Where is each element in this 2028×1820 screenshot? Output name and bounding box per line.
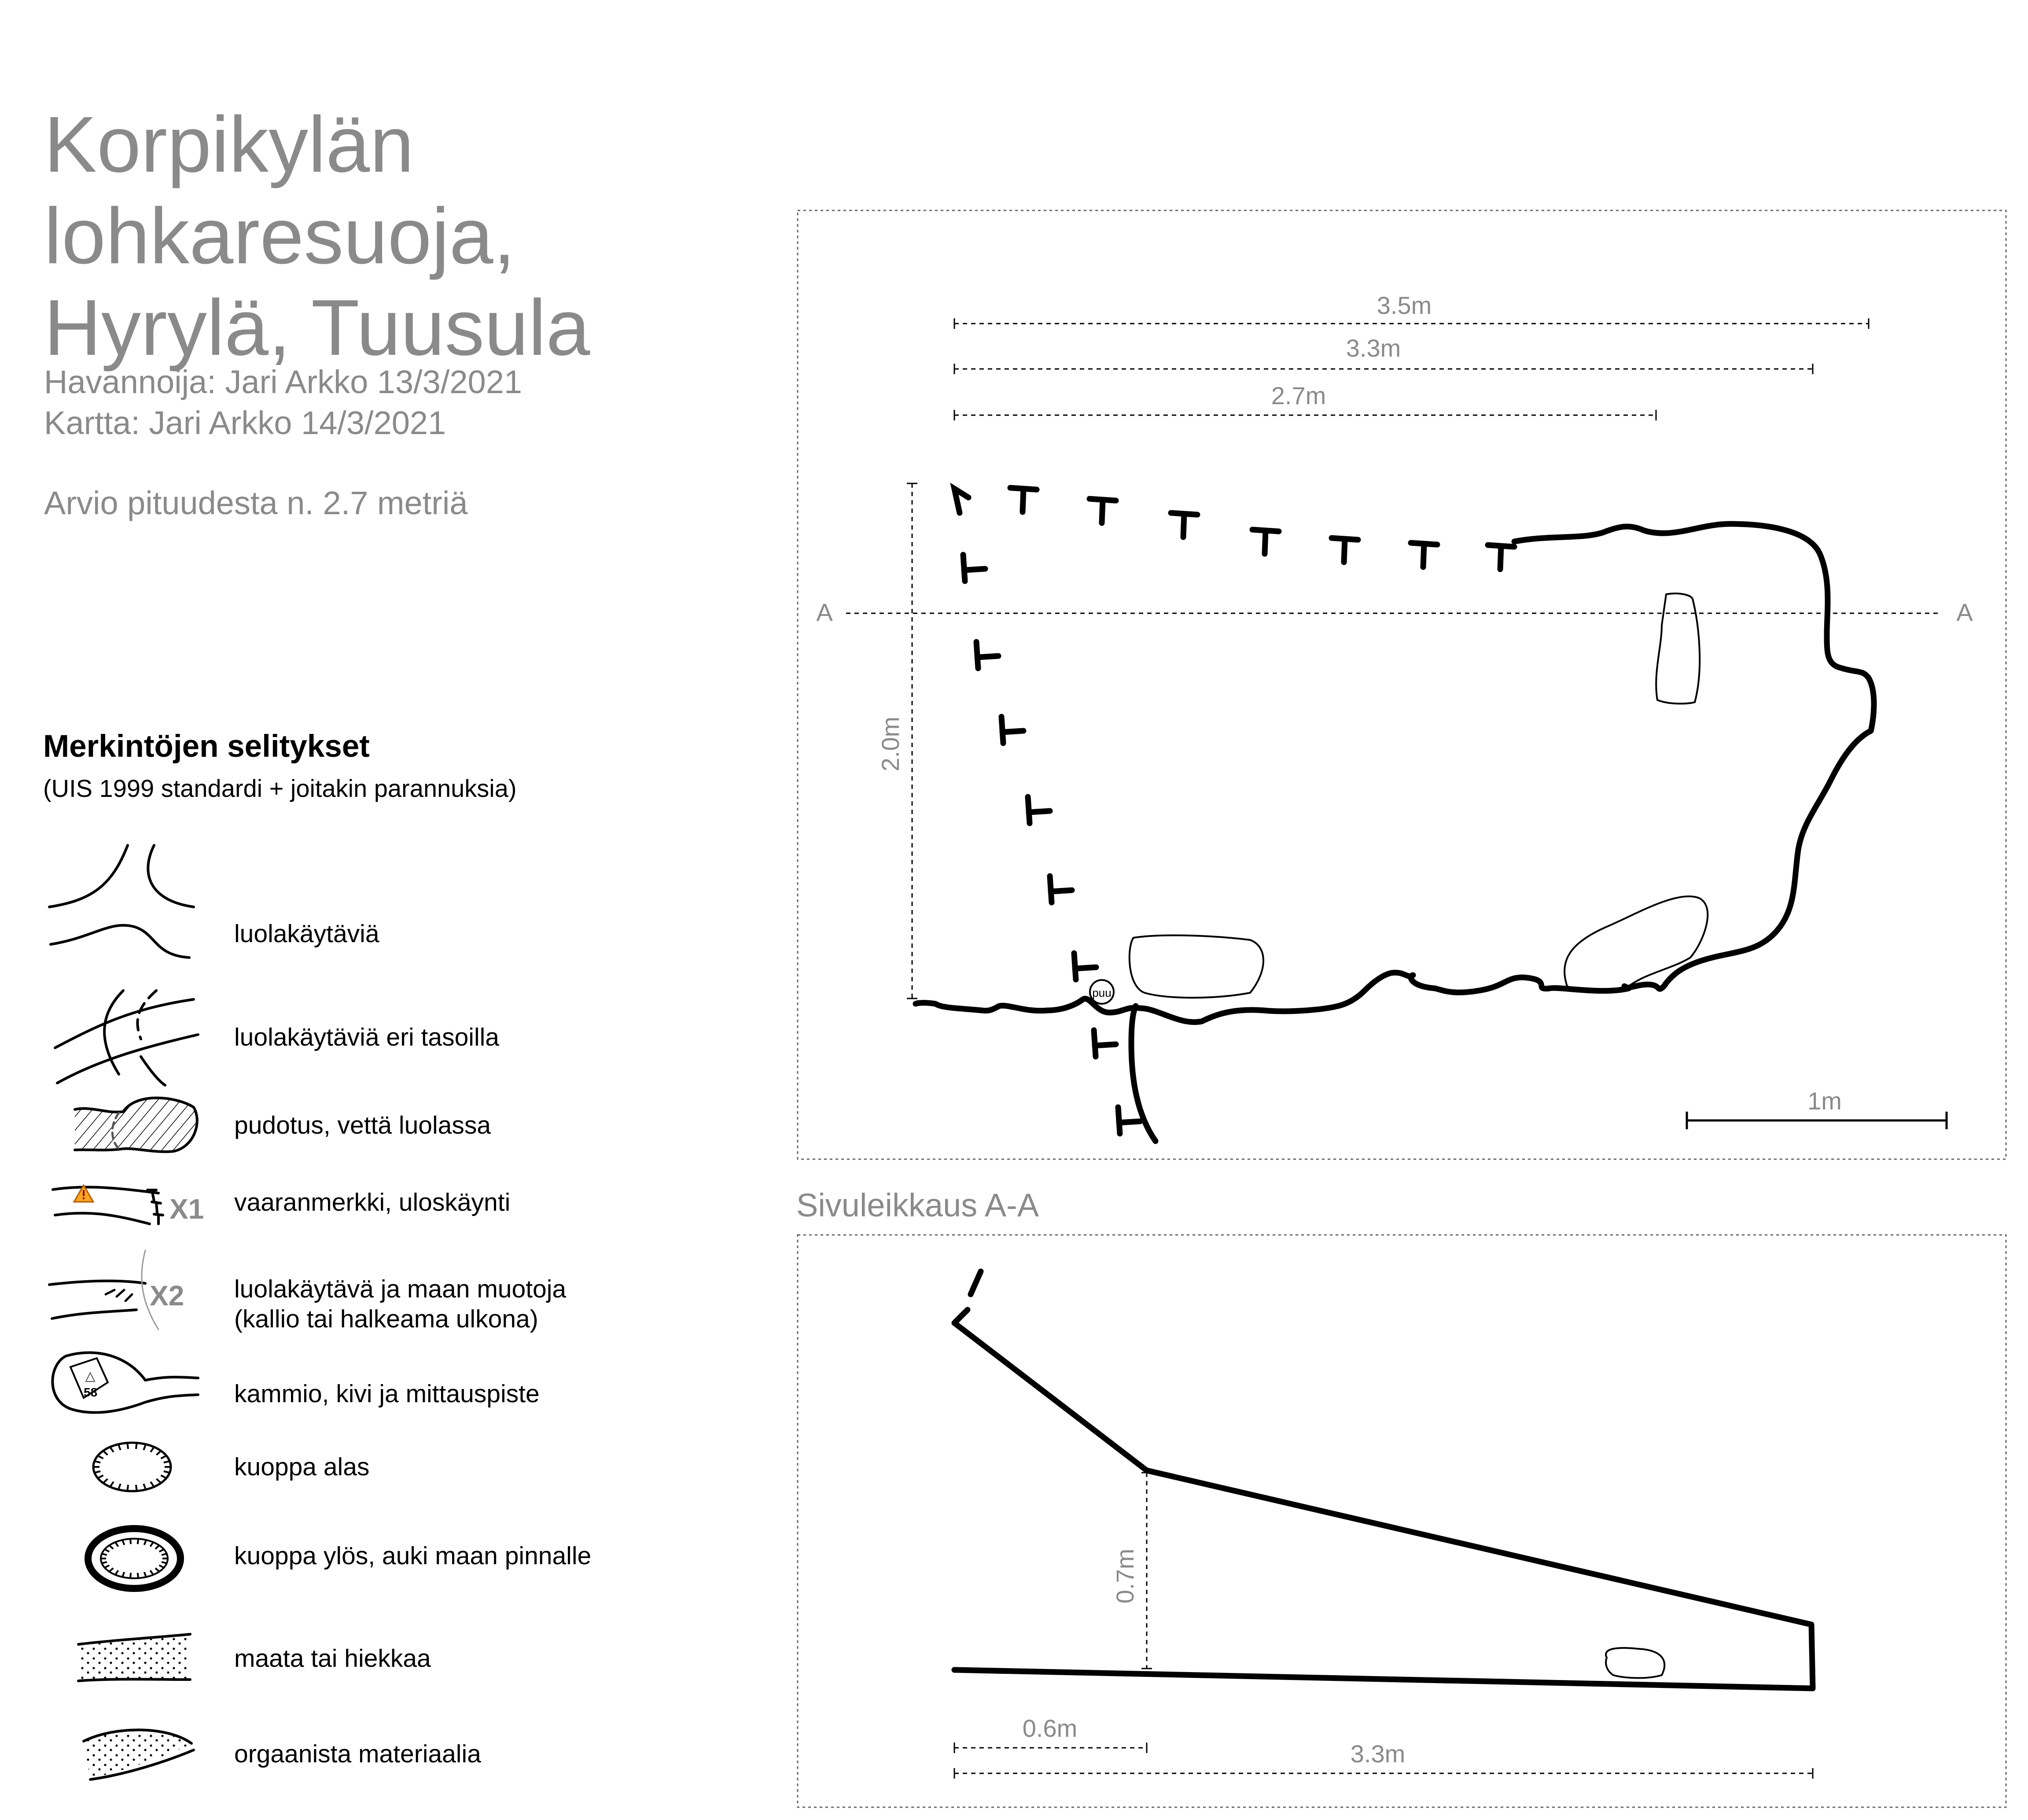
dripline-tick: [1411, 543, 1437, 567]
legend-label-soil: maata tai hiekkaa: [234, 1644, 431, 1673]
pit-tick: [150, 1570, 153, 1575]
dripline-tick: [1089, 499, 1116, 523]
pit-tick: [151, 1447, 154, 1452]
pit-tick: [136, 1485, 137, 1491]
pit-tick: [144, 1484, 146, 1489]
pit-tick: [127, 1443, 128, 1449]
pit-tick: [127, 1485, 128, 1491]
section-marker-right: A: [1956, 598, 1973, 626]
pit-tick: [122, 1572, 124, 1577]
pit-tick: [95, 1471, 101, 1473]
scale-bar: [1687, 1087, 1947, 1129]
pit-tick: [155, 1568, 159, 1572]
pit-tick: [130, 1539, 131, 1544]
legend-symbol-surface: [49, 1250, 158, 1330]
pit-tick: [110, 1482, 114, 1487]
section-profile: [954, 1271, 1813, 1688]
section-marker-left: A: [816, 598, 833, 626]
dripline-tick: [1118, 1107, 1140, 1134]
boulder-lower-right: [1564, 896, 1708, 991]
dim-label-2-7m: 2.7m: [1271, 382, 1326, 409]
dripline-tick: [1094, 1030, 1116, 1057]
legend-label-surface-line1: luolakäytävä ja maan muotoja: [234, 1275, 567, 1303]
dim-label-3-5m: 3.5m: [1377, 291, 1432, 319]
pit-tick: [110, 1447, 114, 1452]
dim-label-section-3-3m: 3.3m: [1350, 1740, 1406, 1768]
legend-symbol-soil: [78, 1634, 190, 1681]
section-dashed-top: [971, 1271, 981, 1294]
dripline-tick: [976, 642, 998, 668]
pit-tick: [122, 1540, 124, 1545]
legend-symbol-multilevel: [55, 991, 198, 1085]
legend-label-passages: luolakäytäviä: [234, 920, 379, 948]
pit-tick: [105, 1549, 110, 1552]
cave-wall-outline: [916, 524, 1874, 1022]
legend-label-chamber: kammio, kivi ja mittauspiste: [234, 1380, 540, 1408]
dripline-tick: [1488, 545, 1514, 569]
boulders: [1130, 593, 1708, 998]
scale-bar-label: 1m: [1807, 1087, 1842, 1115]
pit-tick: [136, 1443, 137, 1449]
section-dimension-ends: [954, 1473, 1813, 1779]
pit-tick: [155, 1545, 159, 1549]
dripline-tick: [1252, 530, 1279, 554]
legend-label-organic: orgaanista materiaalia: [234, 1740, 481, 1768]
pit-tick: [115, 1542, 118, 1547]
pit-tick: [156, 1479, 161, 1483]
title-line-3: Hyrylä, Tuusula: [44, 284, 590, 372]
pit-tick: [118, 1444, 121, 1450]
section-title: Sivuleikkaus A-A: [796, 1187, 1039, 1223]
pit-tick: [118, 1484, 121, 1489]
legend-symbol-passages: [49, 845, 194, 958]
legend-symbol-drop-water: [75, 1098, 197, 1152]
plan-dimension-lines: [912, 324, 1869, 998]
pit-tick: [144, 1444, 146, 1450]
pit-tick: [162, 1562, 167, 1563]
pit-tick: [98, 1455, 103, 1459]
legend-symbol-pit-up: [88, 1529, 180, 1588]
title-line-2: lohkaresuoja,: [44, 192, 515, 280]
dim-label-2-0m: 2.0m: [876, 716, 904, 772]
legend-subheading: (UIS 1999 standardi + joitakin parannuksia): [43, 774, 517, 802]
observer-line: Havannoija: Jari Arkko 13/3/2021: [44, 364, 523, 400]
section-outline: [954, 1310, 1813, 1688]
pit-tick: [144, 1540, 146, 1545]
legend-symbol-organic: [84, 1730, 194, 1779]
legend-mark-x1: X1: [169, 1193, 204, 1225]
pit-tick: [103, 1451, 107, 1455]
legend-label-surface-line2: (kallio tai halkeama ulkona): [234, 1305, 538, 1333]
dripline-tick: [1074, 953, 1096, 980]
pit-tick: [162, 1554, 167, 1555]
dripline-tick: [1171, 513, 1197, 537]
pit-tick: [151, 1482, 154, 1487]
pit-tick: [109, 1545, 113, 1549]
dripline-ticks: [954, 488, 1514, 1134]
legend-label-pit-up: kuoppa ylös, auki maan pinnalle: [234, 1542, 592, 1570]
map-line: Kartta: Jari Arkko 14/3/2021: [44, 405, 446, 441]
dripline-tick: [1332, 538, 1358, 562]
pit-tick: [130, 1573, 131, 1578]
legend-heading: Merkintöjen selitykset: [43, 729, 370, 764]
dripline-corner-tick: [954, 489, 968, 513]
pit-tick: [161, 1455, 166, 1459]
plan-panel-frame: [798, 210, 2006, 1159]
boulder-lower-left: [1130, 936, 1263, 998]
dripline-tick: [1010, 488, 1037, 512]
legend-label-multilevel: luolakäytäviä eri tasoilla: [234, 1023, 499, 1051]
legend-label-hazard-exit: vaaranmerkki, uloskäynti: [234, 1188, 511, 1216]
pit-tick: [102, 1562, 107, 1563]
dripline-tick: [963, 555, 985, 581]
section-dimension-lines: [954, 1473, 1813, 1773]
pit-tick: [102, 1554, 107, 1555]
dim-label-0-7m: 0.7m: [1111, 1548, 1139, 1604]
dim-label-0-6m: 0.6m: [1022, 1714, 1078, 1742]
dripline-tick: [1001, 717, 1023, 743]
pit-tick: [103, 1479, 107, 1483]
tree-label: puu: [1092, 986, 1112, 999]
pit-tick: [161, 1475, 166, 1478]
legend-symbol-hazard-exit: [53, 1187, 163, 1224]
dripline-tick: [1028, 797, 1050, 823]
pit-tick: [159, 1549, 164, 1552]
dripline-tick: [1050, 876, 1072, 903]
title-line-1: Korpikylän: [44, 100, 414, 189]
boulder-upper-right: [1656, 593, 1700, 704]
legend-label-pit-down: kuoppa alas: [234, 1453, 370, 1481]
legend-point-number: 58: [84, 1385, 98, 1399]
pit-tick: [115, 1570, 118, 1575]
pit-tick: [95, 1461, 101, 1463]
pit-tick: [109, 1568, 113, 1572]
section-panel-frame: [798, 1235, 2006, 1807]
length-estimate: Arvio pituudesta n. 2.7 metriä: [44, 485, 468, 521]
dim-label-3-3m: 3.3m: [1346, 334, 1401, 362]
pit-tick: [150, 1542, 153, 1547]
pit-tick: [144, 1572, 146, 1577]
section-boulder: [1606, 1648, 1664, 1678]
legend-mark-x2: X2: [150, 1280, 184, 1312]
pit-tick: [156, 1451, 161, 1455]
pit-tick: [105, 1565, 110, 1568]
legend-symbol-pit-down: [93, 1443, 171, 1491]
pit-tick: [164, 1471, 170, 1473]
pit-tick: [159, 1565, 164, 1568]
tree-marker: [1090, 980, 1114, 1004]
pit-tick: [164, 1461, 170, 1463]
legend-label-drop-water: pudotus, vettä luolassa: [234, 1111, 491, 1139]
pit-tick: [98, 1475, 103, 1478]
legend-symbol-chamber: [52, 1352, 198, 1412]
